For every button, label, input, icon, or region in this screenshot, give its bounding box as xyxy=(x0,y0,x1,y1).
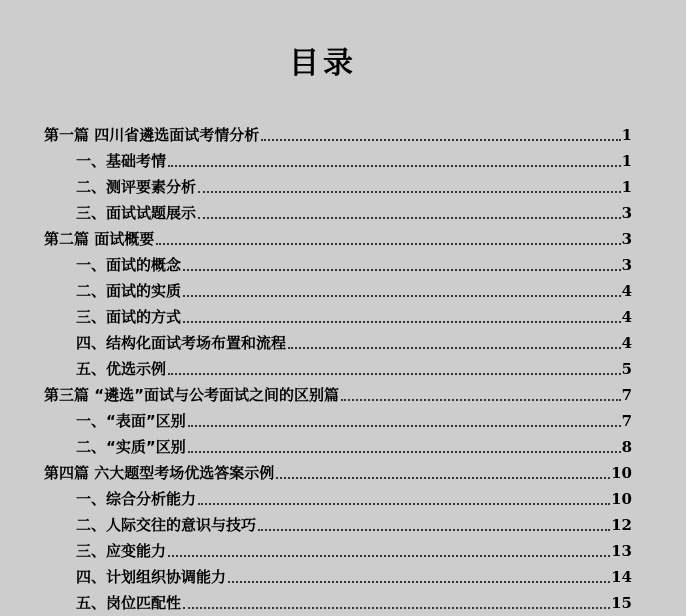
toc-entry-page: 8 xyxy=(621,438,632,456)
toc-entry-label: 一、综合分析能力 xyxy=(76,490,197,508)
toc-leader-dots xyxy=(198,191,621,193)
toc-entry[interactable] xyxy=(76,148,632,174)
toc-leader-dots xyxy=(228,581,610,583)
toc-entry-page: 4 xyxy=(621,282,632,300)
toc-entry[interactable] xyxy=(76,538,632,564)
toc-entry-page: 4 xyxy=(621,308,632,326)
toc-entry[interactable] xyxy=(76,590,632,616)
toc-leader-dots xyxy=(261,139,620,141)
toc-leader-dots xyxy=(183,607,610,609)
toc-leader-dots xyxy=(188,451,621,453)
toc-title: 目录 xyxy=(289,46,357,81)
toc-entry-label: 二、测评要素分析 xyxy=(76,178,197,196)
toc-entry[interactable] xyxy=(76,252,632,278)
toc-entry-label: 第二篇 面试概要 xyxy=(44,230,155,248)
toc-entry-label: 三、面试的方式 xyxy=(76,308,182,326)
toc-leader-dots xyxy=(188,425,621,427)
toc-entry[interactable] xyxy=(76,278,632,304)
toc-entry-label: 三、应变能力 xyxy=(76,542,167,560)
toc-entry[interactable] xyxy=(44,460,632,486)
toc-entry-page: 3 xyxy=(621,230,632,248)
toc-leader-dots xyxy=(168,165,621,167)
toc-entry[interactable] xyxy=(76,408,632,434)
toc-entry-label: 二、“实质”区别 xyxy=(76,438,186,456)
toc-leader-dots xyxy=(168,555,610,557)
toc-entry[interactable] xyxy=(76,304,632,330)
toc-entry[interactable] xyxy=(44,226,632,252)
toc-entry[interactable] xyxy=(76,330,632,356)
toc-entry-page: 4 xyxy=(621,334,632,352)
toc-entry-page: 10 xyxy=(611,490,632,508)
toc-entry[interactable] xyxy=(76,434,632,460)
toc-leader-dots xyxy=(198,217,621,219)
toc-entry[interactable] xyxy=(44,122,632,148)
toc-entry-page: 5 xyxy=(621,360,632,378)
toc-entry-label: 一、面试的概念 xyxy=(76,256,182,274)
toc-entry-label: 五、优选示例 xyxy=(76,360,167,378)
toc-entry-label: 三、面试试题展示 xyxy=(76,204,197,222)
toc-entry[interactable] xyxy=(76,512,632,538)
toc-entry[interactable] xyxy=(76,356,632,382)
toc-entry-label: 二、面试的实质 xyxy=(76,282,182,300)
toc-entry-page: 3 xyxy=(621,204,632,222)
toc-entry-label: 五、岗位匹配性 xyxy=(76,594,182,612)
toc-entry-page: 1 xyxy=(621,126,632,144)
toc-leader-dots xyxy=(276,477,610,479)
toc-leader-dots xyxy=(258,529,610,531)
toc-leader-dots xyxy=(288,347,621,349)
toc-entry-page: 10 xyxy=(611,464,632,482)
toc-leader-dots xyxy=(183,321,621,323)
toc-leader-dots xyxy=(168,373,621,375)
toc-entry-page: 14 xyxy=(611,568,632,586)
toc-leader-dots xyxy=(341,399,621,401)
toc-entry-page: 7 xyxy=(621,412,632,430)
toc-leader-dots xyxy=(198,503,610,505)
toc-entry[interactable] xyxy=(76,486,632,512)
toc-entry-label: 四、计划组织协调能力 xyxy=(76,568,227,586)
toc-leader-dots xyxy=(183,269,621,271)
toc-entry-label: 一、“表面”区别 xyxy=(76,412,186,430)
toc-leader-dots xyxy=(156,243,620,245)
toc-entry-page: 1 xyxy=(621,152,632,170)
toc-entry-page: 15 xyxy=(611,594,632,612)
toc-entry-page: 12 xyxy=(611,516,632,534)
toc-entry-page: 1 xyxy=(621,178,632,196)
toc-entry[interactable] xyxy=(44,382,632,408)
toc-entry-label: 第四篇 六大题型考场优选答案示例 xyxy=(44,464,275,482)
toc-entry[interactable] xyxy=(76,200,632,226)
toc-entry[interactable] xyxy=(76,564,632,590)
toc-entry[interactable] xyxy=(76,174,632,200)
toc-leader-dots xyxy=(183,295,621,297)
toc-entry-label: 第一篇 四川省遴选面试考情分析 xyxy=(44,126,260,144)
toc-entry-page: 7 xyxy=(621,386,632,404)
toc-entry-page: 13 xyxy=(611,542,632,560)
toc-entry-label: 一、基础考情 xyxy=(76,152,167,170)
toc-entry-page: 3 xyxy=(621,256,632,274)
toc-entry-label: 二、人际交往的意识与技巧 xyxy=(76,516,257,534)
toc-entry-label: 四、结构化面试考场布置和流程 xyxy=(76,334,287,352)
toc-entry-label: 第三篇 “遴选”面试与公考面试之间的区别篇 xyxy=(44,386,339,404)
